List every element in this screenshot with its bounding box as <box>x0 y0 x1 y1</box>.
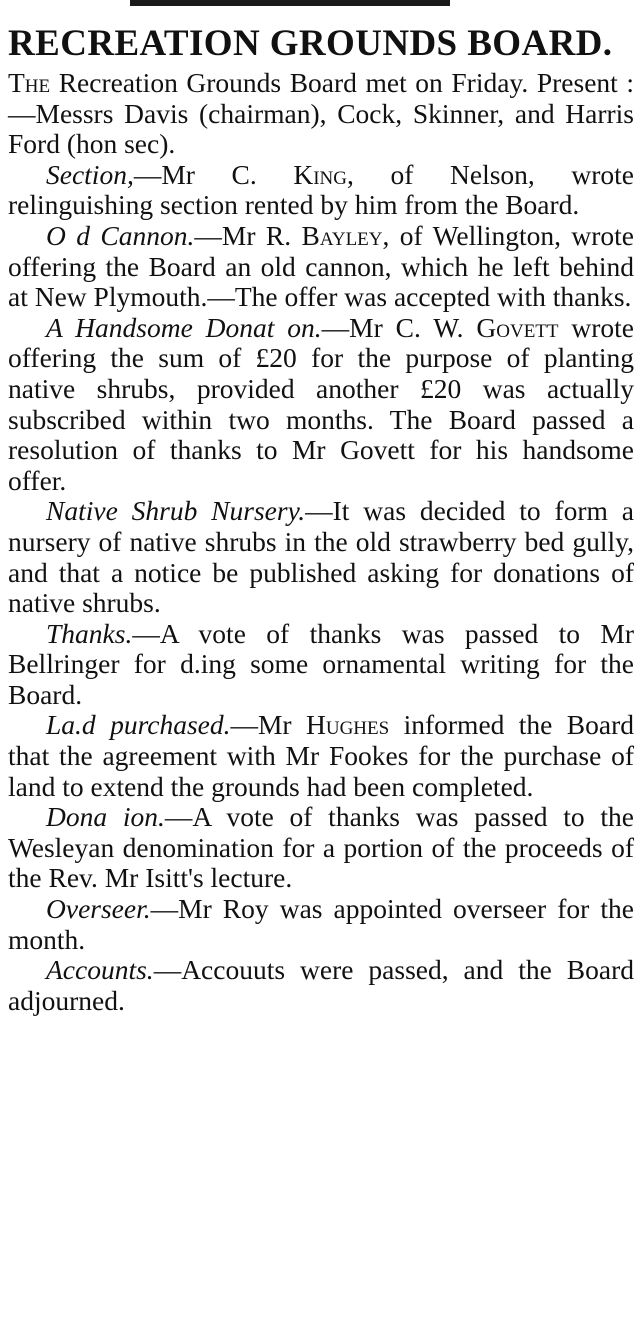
item-text: —Mr Roy was appointed overseer for the month. <box>8 893 634 955</box>
item-section <box>8 160 634 221</box>
item-lead: O d Cannon. <box>46 219 195 251</box>
item-overseer <box>8 894 634 955</box>
item-text: wrote offering the sum of £20 for the purpose of planting native shrubs, provided another £20 was actually subscribed within two months. The Board passed a resolution of thanks to Mr Govett for his handsome offer. <box>8 311 634 496</box>
item-nursery <box>8 496 634 618</box>
article <box>8 20 634 1016</box>
item-text: —Mr C. <box>133 158 294 190</box>
article-headline: RECREATION GROUNDS BOARD. <box>8 23 613 64</box>
item-name: Hughes <box>306 709 390 741</box>
item-text: informed the Board that the agreement with Mr Fookes for the purchase of land to extend the grounds had been completed. <box>8 709 634 802</box>
item-lead: Dona ion. <box>46 801 165 833</box>
item-name: Bayley <box>301 219 383 251</box>
item-lead: Overseer. <box>46 893 151 925</box>
item-text: —Mr C. W. <box>321 311 477 343</box>
item-donation <box>8 313 634 497</box>
intro-text: Recreation Grounds Board met on Friday. Present :—Messrs Davis (chairman), Cock, Skinner, and Harris Ford (hon sec). <box>8 67 635 160</box>
item-cannon <box>8 221 634 313</box>
item-lead: Accounts. <box>46 954 154 986</box>
item-lead: A Handsome Donat on. <box>46 311 322 343</box>
item-lead: La.d purchased. <box>46 709 231 741</box>
intro-lead: The <box>8 67 51 98</box>
item-land <box>8 710 634 802</box>
item-text: —Mr <box>230 709 306 741</box>
item-name: King <box>293 158 348 190</box>
top-rule <box>130 0 450 6</box>
item-name: Govett <box>476 311 559 343</box>
item-text: —A vote of thanks was passed to the Wesleyan denomination for a portion of the proceeds of the Rev. Mr Isitt's lecture. <box>8 801 635 894</box>
item-text: , of Nelson, wrote relinguishing section rented by him from the Board. <box>8 158 635 221</box>
item-text: —Mr R. <box>194 219 302 251</box>
item-thanks <box>8 619 634 711</box>
item-lead: Native Shrub Nursery. <box>46 495 306 527</box>
item-text: —A vote of thanks was passed to Mr Bellringer for d.ing some ornamental writing for the Board. <box>8 617 634 710</box>
item-lead: Section, <box>46 158 134 190</box>
item-text: , of Wellington, wrote offering the Board an old cannon, which he left behind at New Plymouth.—The offer was accepted with thanks. <box>8 219 635 313</box>
item-wesleyan <box>8 802 634 894</box>
intro-paragraph <box>8 68 634 160</box>
item-text: —Accouuts were passed, and the Board adjourned. <box>8 954 634 1016</box>
item-accounts <box>8 955 634 1016</box>
item-lead: Thanks. <box>46 617 133 649</box>
item-text: —It was decided to form a nursery of native shrubs in the old strawberry bed gully, and that a notice be published asking for donations of native shrubs. <box>8 495 634 619</box>
